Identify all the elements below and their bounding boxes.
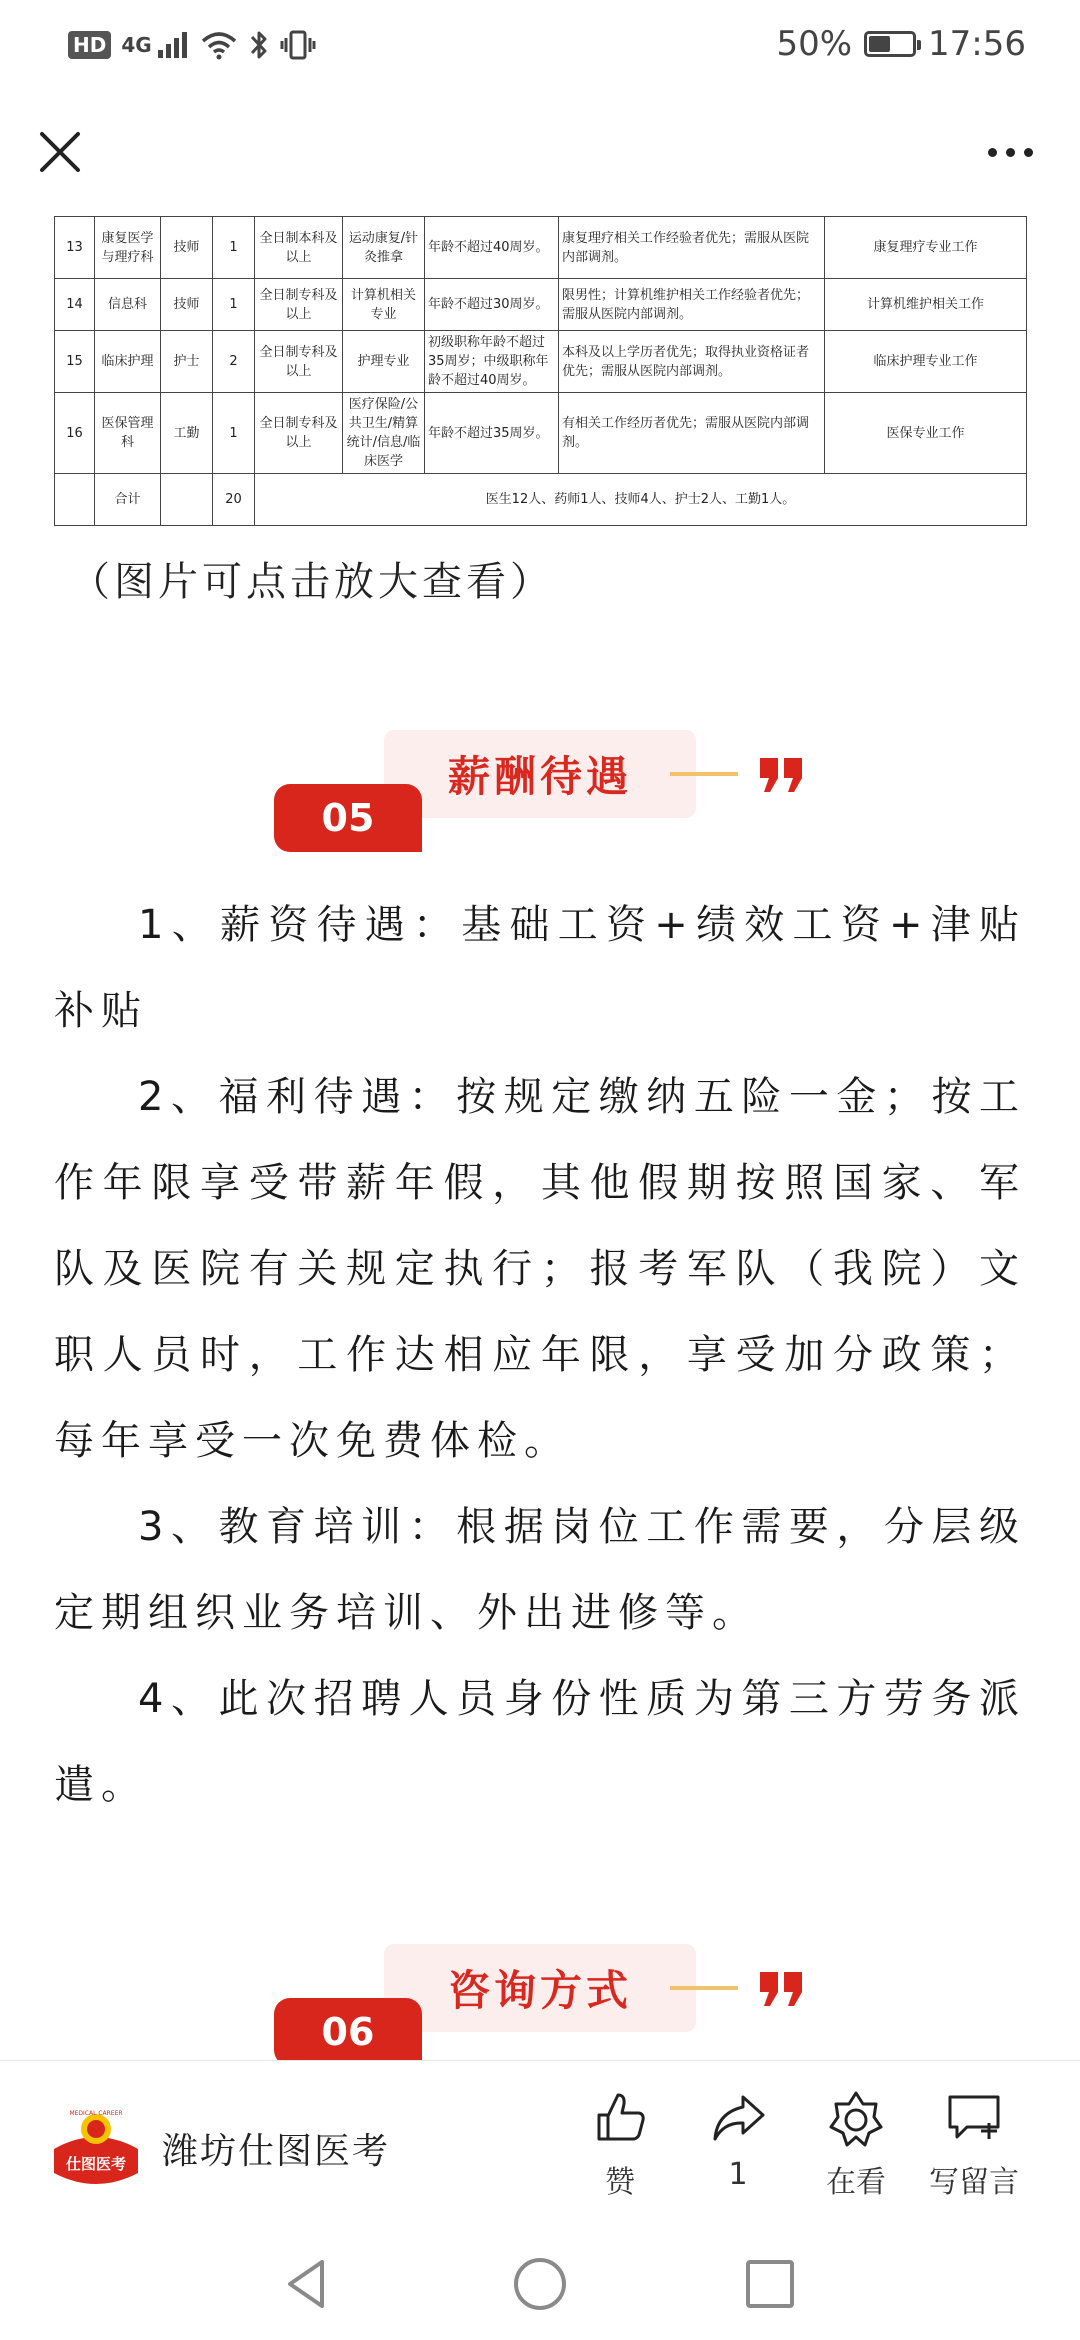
table-cell: 1 [213,279,255,331]
comment-button[interactable] [914,2089,1034,2209]
table-cell: 康复理疗相关工作经验者优先；需服从医院内部调剂。 [559,217,825,279]
table-cell: 初级职称年龄不超过35周岁；中级职称年龄不超过40周岁。 [425,331,559,393]
table-cell: 技师 [161,217,213,279]
table-cell: 技师 [161,279,213,331]
paragraph: 1、薪资待遇：基础工资+绩效工资+津贴补贴 [54,902,1026,1034]
clock: 17:56 [928,24,1026,64]
table-row [55,331,1027,393]
hd-badge: HD [68,31,111,59]
decorative-line [670,1986,738,1990]
table-cell: 信息科 [95,279,161,331]
table-cell: 13 [55,217,95,279]
table-row [55,279,1027,331]
comment-icon [945,2089,1003,2147]
recents-icon[interactable] [738,2252,802,2316]
vibrate-icon [280,28,316,62]
share-button[interactable] [678,2089,798,2209]
status-icons-right [776,22,1026,66]
home-icon[interactable] [508,2252,572,2316]
network-type-label: 4G [121,33,152,57]
more-options-button[interactable] [970,130,1050,174]
close-icon[interactable] [28,120,92,184]
paragraph: 3、教育培训：根据岗位工作需要，分层级定期组织业务培训、外出进修等。 [54,1504,1026,1636]
back-icon[interactable] [276,2252,340,2316]
table-cell: 14 [55,279,95,331]
logo-text: 仕图医考 [65,2155,127,2173]
table-cell: 计算机维护相关工作 [825,279,1027,331]
table-cell: 康复理疗专业工作 [825,217,1027,279]
table-cell: 全日制专科及以上 [255,279,343,331]
article-body [54,882,1026,1828]
table-cell: 合计 [95,474,161,526]
wow-label: 在看 [826,2165,886,2200]
section-number: 05 [274,784,422,852]
wow-star-icon [827,2089,885,2147]
table-cell [55,474,95,526]
logo-tagline: MEDICAL CAREER [69,2110,123,2117]
image-caption: （图片可点击放大查看） [70,559,554,605]
decorative-line [670,772,738,776]
table-cell: 全日制本科及以上 [255,217,343,279]
more-dot [1024,148,1033,157]
table-cell: 年龄不超过40周岁。 [425,217,559,279]
section-header-05 [274,730,814,858]
table-cell: 工勤 [161,393,213,474]
table-cell: 年龄不超过35周岁。 [425,393,559,474]
table-cell: 有相关工作经历者优先；需服从医院内部调剂。 [559,393,825,474]
table-cell: 护理专业 [343,331,425,393]
table-cell: 15 [55,331,95,393]
table-cell: 康复医学与理疗科 [95,217,161,279]
signal-icon [156,30,190,60]
section-title: 咨询方式 [447,1966,632,2015]
status-bar [0,0,1080,90]
article-bottom-bar [0,2060,1080,2229]
status-icons-left [68,24,316,66]
battery-percent: 50% [776,24,853,64]
account-logo[interactable] [50,2103,142,2195]
section-header-06 [274,1944,814,2072]
table-cell: 临床护理专业工作 [825,331,1027,393]
recruitment-table [54,216,1027,526]
share-count: 1 [728,2157,748,2192]
table-cell [161,474,213,526]
table-cell: 医保专业工作 [825,393,1027,474]
paragraph: 2、福利待遇：按规定缴纳五险一金；按工作年限享受带薪年假，其他假期按照国家、军队及医院有关规定执行；报考军队（我院）文职人员时，工作达相应年限，享受加分政策；每年享受一次免费体检。 [54,1074,1026,1464]
table-cell: 临床护理 [95,331,161,393]
article-top-nav [0,90,1080,218]
table-cell: 护士 [161,331,213,393]
table-cell: 医疗保险/公共卫生/精算统计/信息/临床医学 [343,393,425,474]
like-label: 赞 [605,2165,635,2200]
table-row [55,217,1027,279]
quote-icon [756,744,808,804]
table-cell: 1 [213,217,255,279]
share-icon [709,2089,767,2147]
table-cell: 20 [213,474,255,526]
table-cell: 运动康复/针灸推拿 [343,217,425,279]
table-cell: 限男性；计算机维护相关工作经验者优先；需服从医院内部调剂。 [559,279,825,331]
more-dot [988,148,997,157]
wifi-icon [200,30,238,60]
paragraph: 4、此次招聘人员身份性质为第三方劳务派遣。 [54,1676,1026,1808]
table-cell: 2 [213,331,255,393]
section-title: 薪酬待遇 [447,752,632,801]
table-cell: 全日制专科及以上 [255,393,343,474]
wow-button[interactable] [796,2089,916,2209]
account-name[interactable]: 潍坊仕图医考 [162,2131,391,2172]
bluetooth-icon [248,28,270,62]
table-cell: 医生12人、药师1人、技师4人、护士2人、工勤1人。 [255,474,1027,526]
more-dot [1006,148,1015,157]
section-number: 06 [274,1998,422,2066]
table-cell: 16 [55,393,95,474]
battery-icon [864,31,916,57]
table-cell: 全日制专科及以上 [255,331,343,393]
table-cell: 1 [213,393,255,474]
table-cell: 年龄不超过30周岁。 [425,279,559,331]
system-nav-bar [0,2228,1080,2340]
table-cell: 计算机相关专业 [343,279,425,331]
like-button[interactable] [560,2089,680,2209]
table-row [55,393,1027,474]
table-cell: 本科及以上学历者优先；取得执业资格证者优先；需服从医院内部调剂。 [559,331,825,393]
comment-label: 写留言 [929,2165,1019,2200]
table-cell: 医保管理科 [95,393,161,474]
recruitment-table-image[interactable] [54,216,1026,526]
thumbs-up-icon [591,2089,649,2147]
quote-icon [756,1958,808,2018]
table-total-row [55,474,1027,526]
